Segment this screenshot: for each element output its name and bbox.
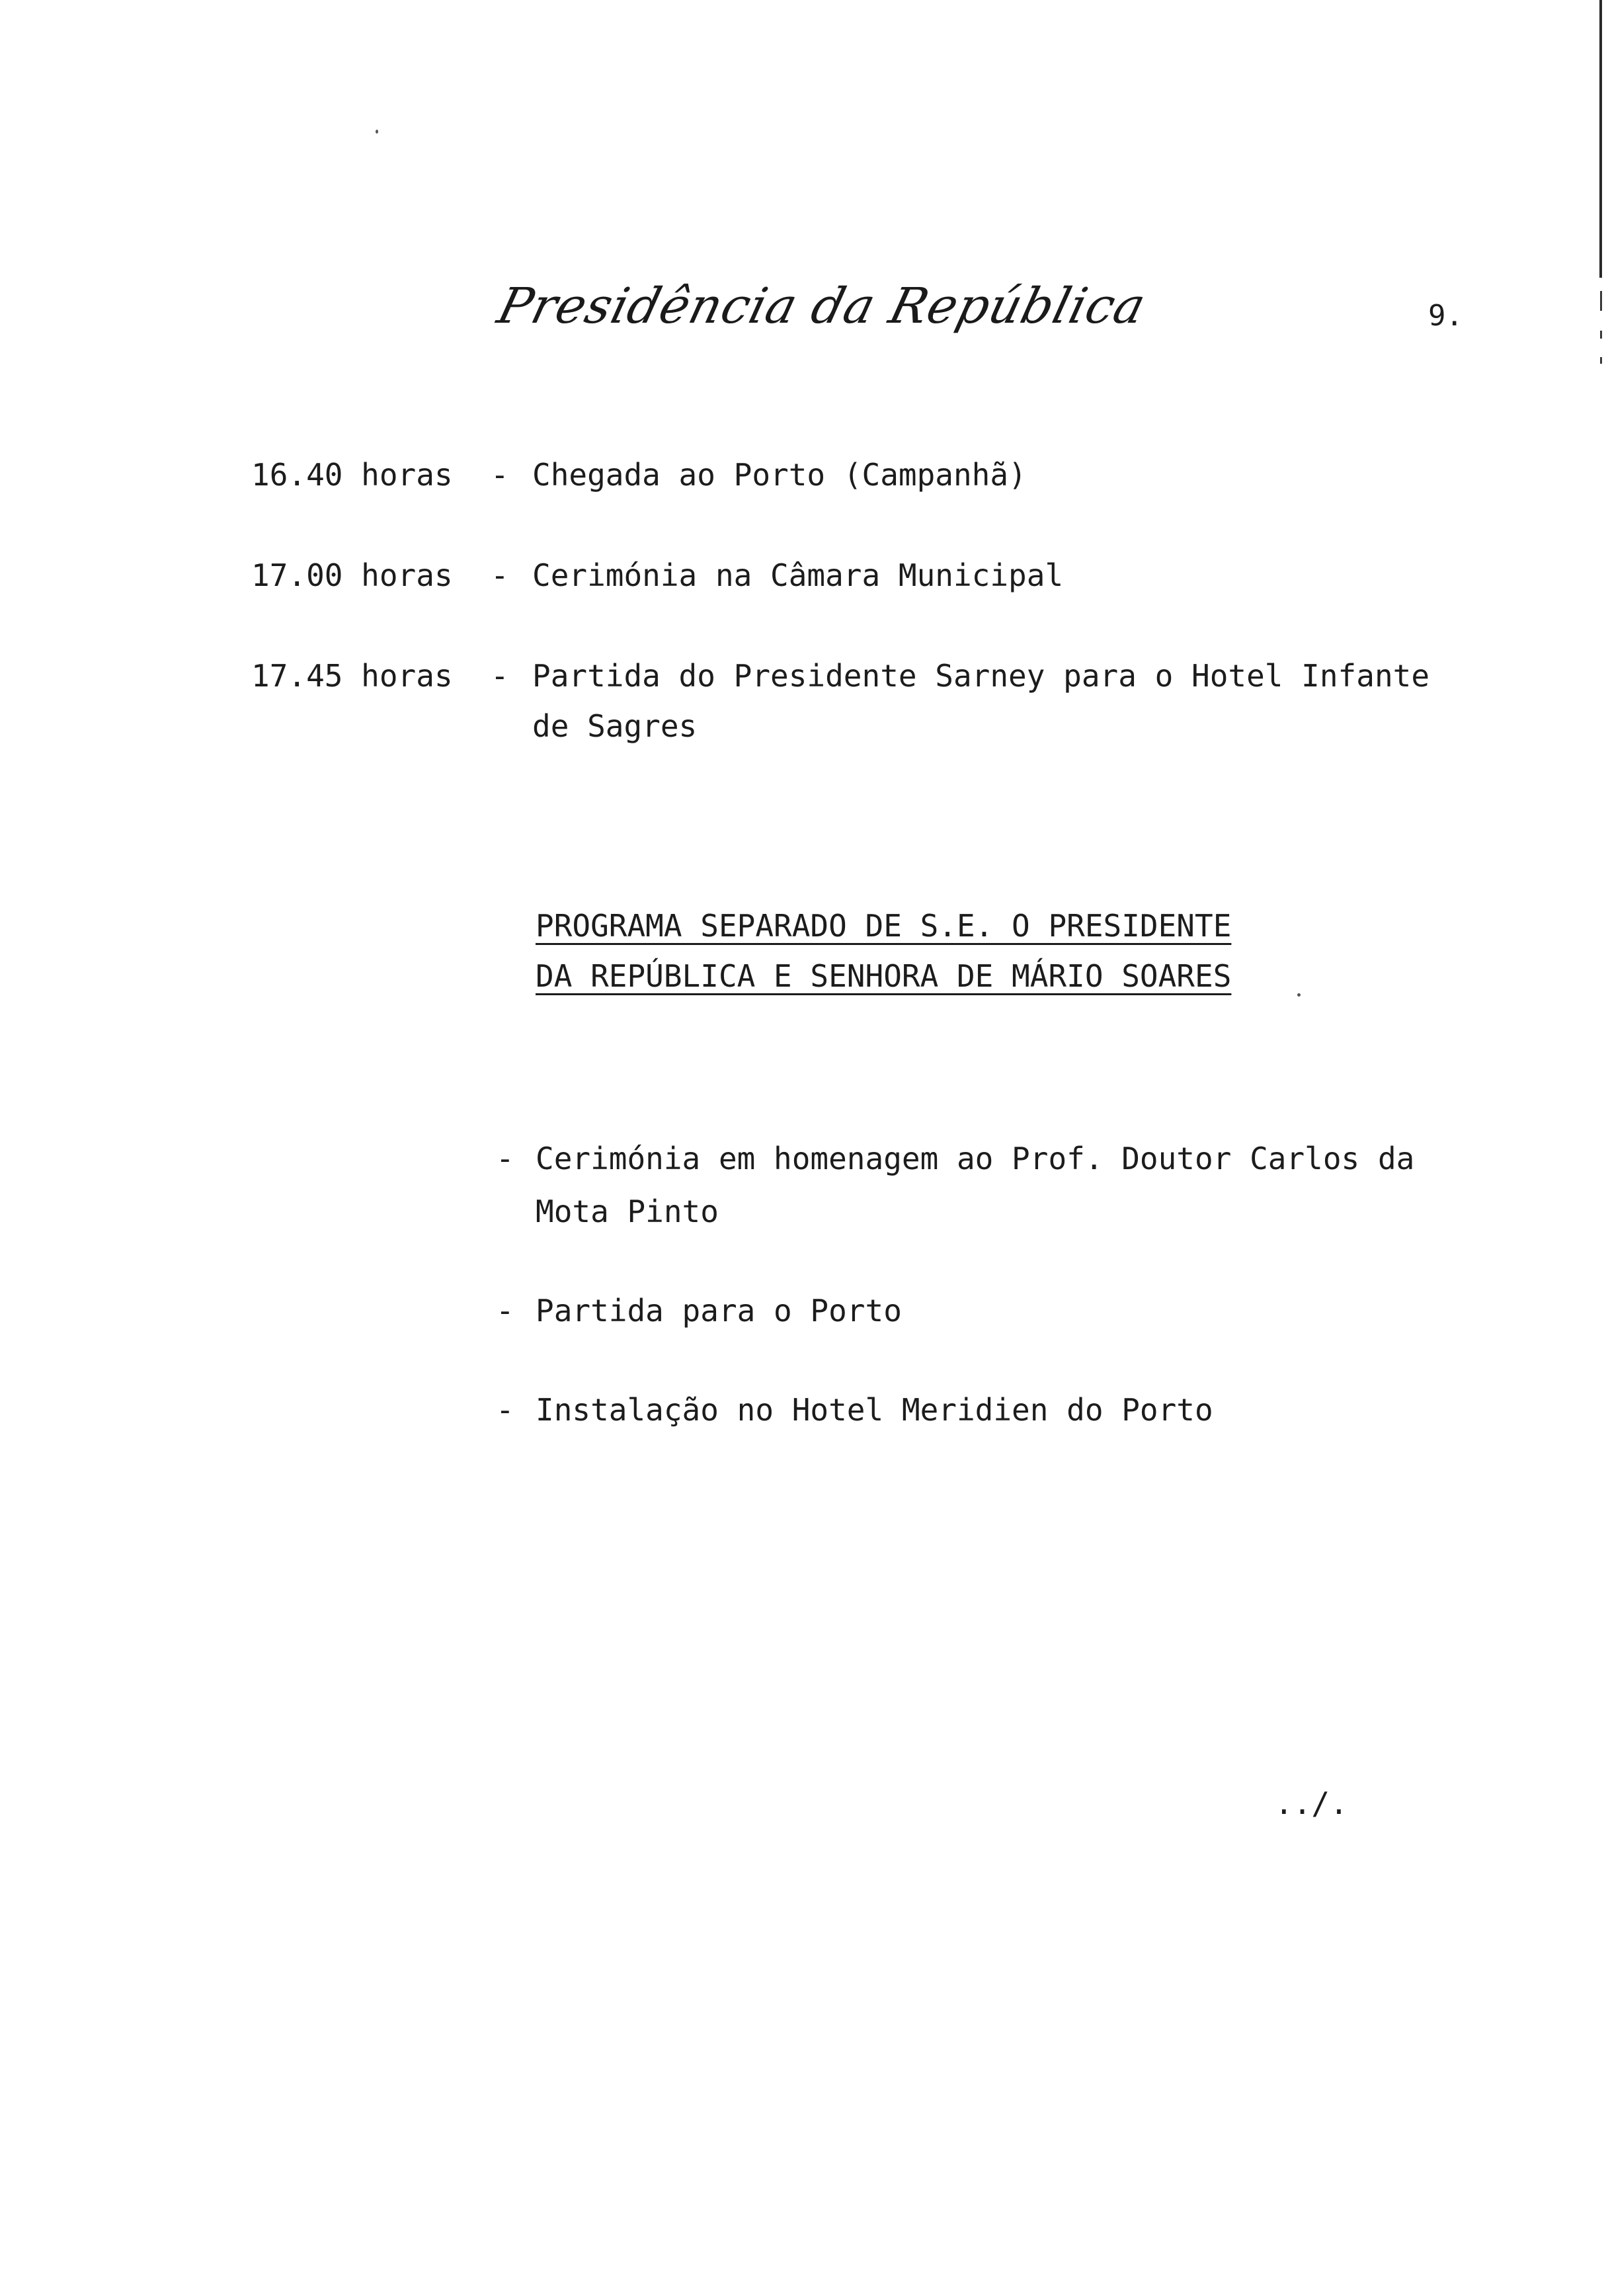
schedule-separator: - — [491, 658, 509, 694]
schedule-time: 17.45 horas — [251, 658, 453, 694]
scan-edge-mark — [1600, 331, 1602, 339]
section-heading-line: DA REPÚBLICA E SENHORA DE MÁRIO SOARES — [536, 958, 1232, 994]
schedule-description: Cerimónia na Câmara Municipal — [532, 557, 1064, 593]
letterhead: Presidência da República — [492, 278, 1152, 335]
section-heading-line: PROGRAMA SEPARADO DE S.E. O PRESIDENTE — [536, 908, 1232, 944]
continuation-mark: ../. — [1275, 1785, 1348, 1821]
scan-speck — [376, 130, 378, 134]
list-item-marker: - — [496, 1293, 514, 1329]
schedule-time: 16.40 horas — [251, 457, 453, 493]
scan-edge-mark — [1600, 291, 1602, 311]
scan-edge-line — [1599, 0, 1602, 278]
schedule-separator: - — [491, 557, 509, 593]
list-item-text: Cerimónia em homenagem ao Prof. Doutor Carlos da — [536, 1141, 1415, 1176]
list-item-marker: - — [496, 1392, 514, 1428]
schedule-description: Partida do Presidente Sarney para o Hotel Infante — [532, 658, 1430, 694]
scan-edge-mark — [1600, 357, 1602, 364]
schedule-description: Chegada ao Porto (Campanhã) — [532, 457, 1027, 493]
list-item-marker: - — [496, 1141, 514, 1176]
list-item-text-continued: Mota Pinto — [536, 1194, 719, 1229]
schedule-description-continued: de Sagres — [532, 708, 698, 744]
schedule-separator: - — [491, 457, 509, 493]
section-heading — [536, 901, 1231, 1001]
scan-speck — [1297, 993, 1301, 997]
schedule-time: 17.00 horas — [251, 557, 453, 593]
list-item-text: Instalação no Hotel Meridien do Porto — [536, 1392, 1213, 1428]
page-number: 9. — [1428, 299, 1463, 333]
list-item-text: Partida para o Porto — [536, 1293, 902, 1329]
